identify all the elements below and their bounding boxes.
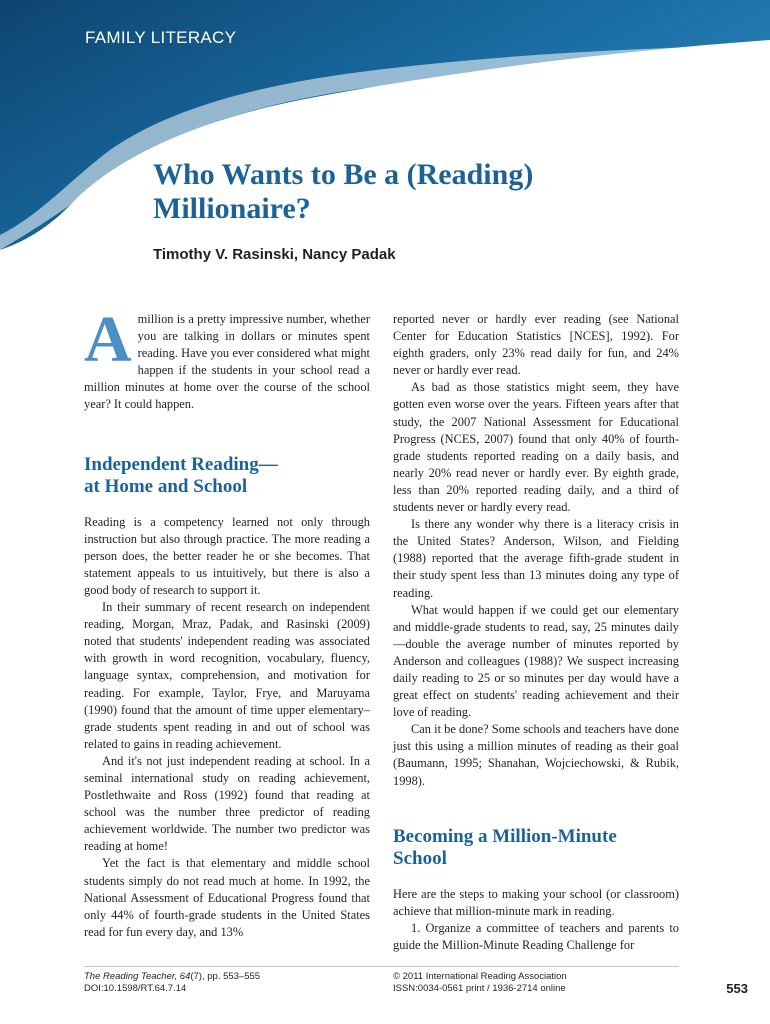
body-paragraph: Is there any wonder why there is a literacy crisis in the United States? Anderson, Wilson, and Fielding (1988) reported that the average fifth-grade student in their study spent less than 13 minutes doing any type of reading. (393, 517, 679, 600)
section-heading-independent-reading (84, 454, 370, 498)
body-paragraph: Can it be done? Some schools and teachers have done just this using a million minutes of reading as their goal (Baumann, 1995; Shanahan, Wojciechowski, & Rubik, 1998). (393, 722, 679, 788)
article-title-line2: Millionaire? (153, 192, 311, 225)
footer-divider (84, 966, 679, 967)
article-title (153, 158, 713, 226)
section-heading-line1: Becoming a Million-Minute (393, 825, 617, 847)
copyright-text: © 2011 International Reading Association (393, 971, 567, 982)
section-heading-line2: School (393, 847, 447, 869)
article-title-line1: Who Wants to Be a (Reading) (153, 158, 534, 191)
left-column (84, 303, 370, 941)
body-paragraph: Here are the steps to making your school (or classroom) achieve that million-minute mark in reading. (393, 886, 679, 918)
body-paragraph: Yet the fact is that elementary and middle school students simply do not read much at home. In 1992, the National Assessment of Educational Progress found that only 44% of fourth-grade students in the United States read for fun every day, and 13% (84, 856, 370, 939)
body-paragraph: Reading is a competency learned not only through instruction but also through practice. The more reading a person does, the better reader he or she becomes. That statement appeals to us intuitively, but there is also a good body of research to support it. (84, 514, 370, 597)
issn: ISSN:0034-0561 print / 1936-2714 online (393, 983, 566, 994)
body-paragraph: What would happen if we could get our elementary and middle-grade students to read, say, 25 minutes daily—double the average number of minutes reported by Anderson and colleagues (1988)? We suspect increasing daily reading to 25 or so minutes per day would have a great effect on students' reading achievement and their love of reading. (393, 602, 679, 720)
body-paragraph: reported never or hardly ever reading (see National Center for Education Statistics [NCES], 1992). For eighth graders, only 23% read daily for fun, and 24% never or hardly ever read. (393, 312, 679, 378)
doi: DOI:10.1598/RT.64.7.14 (84, 983, 187, 994)
intro-paragraph (84, 303, 370, 414)
journal-issue: (7), pp. 553–555 (190, 971, 261, 982)
section-heading-line1: Independent Reading— (84, 453, 278, 475)
journal-name: The Reading Teacher, (84, 971, 178, 982)
footer-citation (84, 971, 364, 995)
body-paragraph: In their summary of recent research on independent reading, Morgan, Mraz, Padak, and Rasinski (2009) noted that students' independent reading was associated with growth in word recognition, vocabulary, fluency, language syntax, comprehension, and motivation for reading. For example, Taylor, Frye, and Maruyama (1990) found that the amount of time upper elementary–grade students spent reading in and out of school was related to gains in reading achievement. (84, 600, 370, 751)
footer-copyright (393, 971, 673, 995)
section-heading-million-minute (393, 826, 679, 870)
body-paragraph: 1. Organize a committee of teachers and parents to guide the Million-Minute Reading Challenge for (393, 920, 679, 952)
body-paragraph: As bad as those statistics might seem, they have gotten even worse over the years. Fifteen years after that study, the 2007 National Assessment for Educational Progress (NCES, 2007) found that only 40% of fourth-grade students reported reading on a daily basis, and nearly 20% read never or hardly ever. By eighth grade, less than 20% reported reading daily, and a third of students never or hardly every read. (393, 380, 679, 515)
body-paragraph: And it's not just independent reading at school. In a seminal international study on reading achievement, Postlethwaite and Ross (1992) found that reading at school was the number three predictor of reading achievement worldwide. The number two predictor was reading at home! (84, 753, 370, 854)
section-heading-line2: at Home and School (84, 475, 248, 497)
article-authors: Timothy V. Rasinski, Nancy Padak (153, 246, 396, 263)
drop-cap: A (84, 303, 132, 376)
journal-volume: 64 (177, 971, 191, 982)
section-label: FAMILY LITERACY (85, 28, 237, 47)
page-number: 553 (726, 981, 748, 996)
right-column (393, 311, 679, 954)
intro-text: million is a pretty impressive number, whether you are talking in dollars or minutes spent reading. Have you ever considered what might happen if the students in your school read a million minutes at home over the course of the school year? It could happen. (84, 312, 370, 412)
